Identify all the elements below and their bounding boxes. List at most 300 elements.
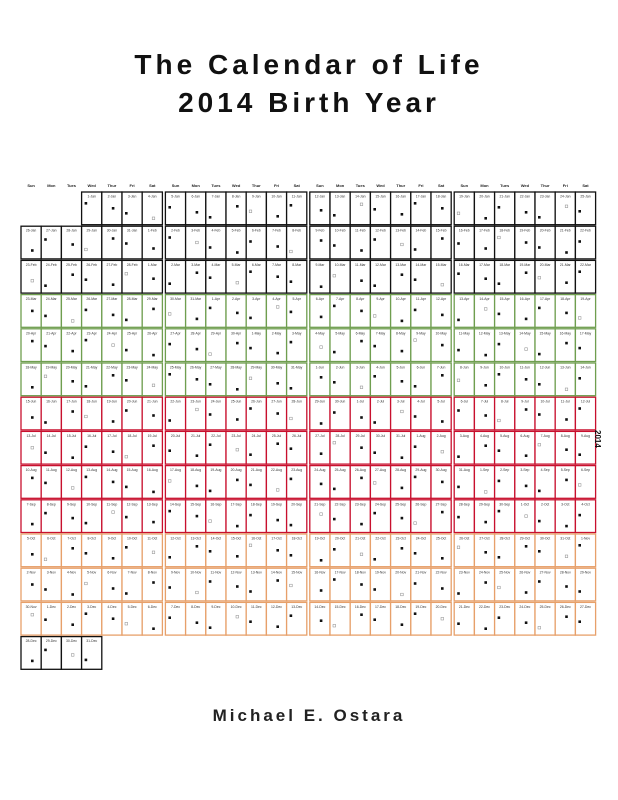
day-cell-date: 27-Feb	[106, 262, 118, 267]
day-cell	[142, 466, 162, 499]
day-marker	[565, 205, 568, 208]
day-cell-date: 1-Nov	[580, 536, 591, 541]
day-cell	[474, 500, 494, 533]
day-cell-date: 27-Jul	[315, 433, 325, 438]
day-marker	[85, 385, 88, 388]
day-cell-date: 4-Dec	[107, 604, 117, 609]
day-cell	[535, 466, 555, 499]
day-marker	[578, 453, 581, 456]
day-cell	[122, 568, 142, 601]
day-cell-date: 7-Jan	[211, 194, 221, 199]
day-marker	[441, 374, 444, 377]
day-cell	[61, 397, 81, 430]
day-cell	[206, 260, 226, 293]
day-cell-date: 13-Apr	[459, 297, 470, 302]
day-cell-date: 8-Jul	[501, 399, 509, 404]
day-cell	[266, 431, 286, 464]
day-cell-date: 20-Jan	[479, 194, 490, 199]
day-cell	[21, 397, 41, 430]
day-marker	[373, 208, 376, 211]
day-cell	[555, 431, 575, 464]
day-cell-date: 7-Sep	[26, 502, 36, 507]
day-cell	[102, 466, 122, 499]
day-cell-date: 30-Jul	[375, 433, 386, 438]
day-cell	[266, 363, 286, 396]
day-cell	[102, 192, 122, 225]
day-marker	[85, 339, 88, 342]
day-marker	[236, 342, 239, 345]
day-cell	[474, 260, 494, 293]
day-cell	[431, 568, 451, 601]
day-cell-date: 21-Apr	[46, 331, 57, 336]
day-cell-date: 7-Apr	[335, 297, 345, 302]
day-cell	[555, 363, 575, 396]
day-marker	[249, 377, 252, 380]
day-cell-date: 26-Feb	[86, 262, 98, 267]
day-marker	[360, 446, 363, 449]
day-marker	[44, 512, 47, 515]
day-cell-date: 19-Nov	[375, 570, 386, 575]
day-cell-date: 22-Dec	[479, 604, 490, 609]
day-marker	[484, 308, 487, 311]
day-cell	[21, 637, 41, 670]
day-marker	[525, 318, 528, 321]
day-marker	[290, 280, 293, 283]
day-marker	[168, 556, 171, 559]
day-marker	[538, 216, 541, 219]
day-cell-date: 1-Sep	[479, 468, 490, 473]
day-cell	[41, 226, 61, 259]
day-cell	[391, 260, 411, 293]
day-cell-date: 7-Dec	[170, 604, 181, 609]
day-marker	[209, 216, 212, 219]
day-marker	[333, 381, 336, 384]
day-cell	[370, 329, 390, 362]
day-cell	[226, 295, 246, 328]
day-cell-date: 16-Feb	[458, 228, 470, 233]
day-cell	[226, 226, 246, 259]
day-cell	[431, 397, 451, 430]
day-cell	[454, 192, 474, 225]
day-marker	[578, 317, 581, 320]
day-cell	[287, 431, 307, 464]
day-cell-date: 29-Aug	[415, 468, 427, 473]
day-cell-date: 29-Jun	[314, 399, 326, 404]
weekday-header: Sat	[293, 183, 300, 188]
day-cell	[310, 534, 330, 567]
day-cell	[122, 192, 142, 225]
day-cell-date: 23-Sep	[354, 502, 366, 507]
day-cell	[102, 431, 122, 464]
day-marker	[498, 313, 501, 316]
weekday-header: Mon	[335, 183, 345, 188]
day-cell	[122, 363, 142, 396]
day-cell	[142, 431, 162, 464]
day-marker	[125, 349, 128, 352]
day-cell	[575, 602, 595, 635]
day-cell	[310, 226, 330, 259]
day-cell-date: 8-Oct	[87, 536, 96, 541]
day-cell-date: 24-Aug	[314, 468, 326, 473]
day-cell-date: 27-Jan	[46, 228, 57, 233]
day-cell	[122, 431, 142, 464]
day-marker	[125, 486, 128, 489]
day-cell-date: 14-Mar	[415, 262, 427, 267]
day-cell-date: 28-May	[230, 365, 242, 370]
day-cell	[61, 466, 81, 499]
day-cell	[350, 602, 370, 635]
day-cell-date: 28-Jul	[335, 433, 345, 438]
day-cell-date: 29-Nov	[580, 570, 591, 575]
day-cell-date: 28-Oct	[499, 536, 510, 541]
day-cell	[411, 602, 431, 635]
day-cell	[330, 431, 350, 464]
day-marker	[125, 592, 128, 595]
day-cell	[515, 568, 535, 601]
day-marker	[373, 375, 376, 378]
day-cell-date: 3-Apr	[252, 297, 261, 302]
day-marker	[414, 445, 417, 448]
day-marker	[44, 284, 47, 287]
day-marker	[152, 384, 155, 387]
day-cell	[206, 568, 226, 601]
day-cell	[535, 568, 555, 601]
day-cell-date: 18-Feb	[499, 228, 511, 233]
weekday-header: Wed	[231, 183, 241, 188]
day-marker	[112, 450, 115, 453]
day-cell	[102, 500, 122, 533]
day-cell	[186, 568, 206, 601]
day-cell-date: 6-Jan	[191, 194, 200, 199]
day-cell	[246, 431, 266, 464]
day-cell	[165, 329, 185, 362]
day-cell	[246, 568, 266, 601]
day-cell	[330, 602, 350, 635]
day-marker	[152, 491, 155, 494]
day-marker	[441, 587, 444, 590]
day-marker	[360, 477, 363, 480]
weekday-header: Thur	[540, 183, 550, 188]
day-marker	[538, 383, 541, 386]
weekday-header: Fri	[418, 183, 424, 188]
day-cell	[82, 295, 102, 328]
day-cell-date: 1-Feb	[147, 228, 157, 233]
day-marker	[578, 620, 581, 623]
day-marker	[31, 340, 34, 343]
day-marker	[565, 525, 568, 528]
day-cell	[287, 329, 307, 362]
day-cell	[61, 568, 81, 601]
day-marker	[498, 373, 501, 376]
day-marker	[525, 485, 528, 488]
day-cell	[206, 466, 226, 499]
day-cell-date: 3-Dec	[87, 604, 97, 609]
day-cell	[226, 602, 246, 635]
day-marker	[333, 488, 336, 491]
day-cell-date: 27-May	[210, 365, 222, 370]
day-cell	[555, 466, 575, 499]
day-cell-date: 6-Jun	[416, 365, 426, 370]
day-marker	[249, 620, 252, 623]
day-cell	[454, 568, 474, 601]
day-marker	[498, 206, 501, 209]
day-cell-date: 4-Mar	[211, 262, 221, 267]
day-cell-date: 26-Apr	[147, 331, 158, 336]
day-cell	[82, 363, 102, 396]
day-cell-date: 5-Sep	[560, 468, 570, 473]
day-marker	[414, 202, 417, 205]
day-cell-date: 13-Feb	[395, 228, 407, 233]
day-cell	[41, 500, 61, 533]
day-cell	[555, 397, 575, 430]
day-cell-date: 5-Jan	[171, 194, 180, 199]
day-cell-date: 23-Jul	[231, 433, 241, 438]
day-marker	[401, 593, 404, 596]
day-cell-date: 14-Feb	[415, 228, 427, 233]
day-marker	[71, 487, 74, 490]
day-cell-date: 15-Jun	[25, 399, 37, 404]
day-marker	[484, 354, 487, 357]
day-marker	[484, 627, 487, 630]
day-cell-date: 2-Sep	[500, 468, 510, 473]
day-marker	[168, 586, 171, 589]
day-cell-date: 3-Jun	[356, 365, 365, 370]
day-marker	[320, 619, 323, 622]
day-marker	[538, 443, 541, 446]
day-marker	[152, 308, 155, 311]
day-cell	[555, 295, 575, 328]
day-marker	[414, 339, 417, 342]
day-cell-date: 12-Dec	[271, 604, 282, 609]
day-cell-date: 18-May	[25, 365, 37, 370]
day-marker	[320, 285, 323, 288]
day-marker	[249, 407, 252, 410]
day-marker	[578, 544, 581, 547]
day-cell	[330, 295, 350, 328]
day-cell	[226, 534, 246, 567]
day-cell	[287, 602, 307, 635]
day-cell-date: 27-Mar	[106, 297, 118, 302]
day-cell	[41, 397, 61, 430]
day-cell-date: 15-Apr	[499, 297, 510, 302]
day-cell-date: 23-Nov	[458, 570, 470, 575]
day-cell-date: 19-Dec	[415, 604, 427, 609]
day-marker	[484, 491, 487, 494]
day-cell	[370, 260, 390, 293]
day-marker	[578, 270, 581, 273]
day-cell	[411, 295, 431, 328]
day-cell-date: 12-Jan	[314, 194, 326, 199]
day-cell-date: 25-Dec	[539, 604, 551, 609]
day-marker	[565, 585, 568, 588]
day-marker	[44, 238, 47, 241]
day-cell-date: 25-Jun	[230, 399, 242, 404]
day-cell-date: 4-Jul	[417, 399, 425, 404]
day-cell	[330, 466, 350, 499]
day-cell-date: 11-Nov	[210, 570, 222, 575]
day-cell	[142, 295, 162, 328]
day-marker	[31, 416, 34, 419]
day-cell	[474, 466, 494, 499]
day-marker	[31, 477, 34, 480]
day-marker	[484, 581, 487, 584]
day-marker	[196, 591, 199, 594]
day-cell-date: 3-Jul	[397, 399, 405, 404]
day-marker	[31, 279, 34, 282]
day-cell	[21, 329, 41, 362]
day-cell	[206, 602, 226, 635]
day-cell-date: 27-Dec	[580, 604, 591, 609]
day-marker	[498, 616, 501, 619]
day-marker	[498, 343, 501, 346]
day-cell	[370, 568, 390, 601]
day-cell	[246, 192, 266, 225]
day-marker	[525, 348, 528, 351]
day-cell-date: 10-Feb	[334, 228, 346, 233]
day-cell	[454, 363, 474, 396]
day-marker	[249, 484, 252, 487]
day-marker	[401, 487, 404, 490]
day-marker	[44, 482, 47, 485]
day-cell-date: 15-Jan	[375, 194, 386, 199]
day-marker	[565, 312, 568, 315]
day-marker	[196, 621, 199, 624]
day-cell	[310, 363, 330, 396]
day-marker	[457, 516, 460, 519]
day-cell-date: 5-Feb	[231, 228, 241, 233]
day-marker	[578, 590, 581, 593]
day-cell	[102, 226, 122, 259]
day-cell-date: 4-Apr	[272, 297, 281, 302]
day-cell	[515, 602, 535, 635]
day-cell	[226, 329, 246, 362]
day-marker	[333, 244, 336, 247]
day-marker	[484, 444, 487, 447]
day-cell	[206, 329, 226, 362]
day-cell	[330, 363, 350, 396]
day-marker	[525, 378, 528, 381]
day-cell	[122, 466, 142, 499]
day-cell	[330, 568, 350, 601]
day-cell-date: 18-Mar	[499, 262, 511, 267]
day-cell	[142, 329, 162, 362]
day-marker	[333, 441, 336, 444]
day-marker	[290, 447, 293, 450]
day-cell	[575, 260, 595, 293]
day-cell-date: 15-May	[539, 331, 551, 336]
day-cell-date: 3-Mar	[191, 262, 201, 267]
day-cell-date: 9-Oct	[107, 536, 117, 541]
day-cell-date: 25-Feb	[66, 262, 77, 267]
day-cell	[515, 534, 535, 567]
weekday-header: Sun	[460, 183, 469, 188]
day-marker	[71, 623, 74, 626]
day-cell-date: 9-Nov	[170, 570, 181, 575]
day-cell	[555, 534, 575, 567]
day-cell	[122, 260, 142, 293]
day-marker	[414, 278, 417, 281]
day-cell	[454, 431, 474, 464]
day-cell-date: 13-Jul	[26, 433, 36, 438]
day-cell-date: 17-Mar	[479, 262, 490, 267]
day-cell-date: 31-Jul	[396, 433, 406, 438]
day-cell-date: 13-May	[499, 331, 511, 336]
day-cell	[495, 295, 515, 328]
day-marker	[71, 243, 74, 246]
day-cell-date: 14-Jan	[355, 194, 366, 199]
day-cell-date: 20-Aug	[230, 468, 242, 473]
day-cell	[575, 500, 595, 533]
day-cell	[515, 397, 535, 430]
day-cell	[266, 466, 286, 499]
day-cell-date: 1-Jul	[356, 399, 364, 404]
day-cell	[21, 466, 41, 499]
day-marker	[498, 419, 501, 422]
day-marker	[236, 418, 239, 421]
day-marker	[360, 310, 363, 313]
day-marker	[290, 250, 293, 253]
day-cell-date: 28-Sep	[458, 502, 470, 507]
day-cell	[61, 363, 81, 396]
day-cell	[186, 226, 206, 259]
day-cell-date: 21-Jan	[499, 194, 510, 199]
day-cell	[575, 226, 595, 259]
day-cell-date: 2-Aug	[436, 433, 446, 438]
day-cell	[555, 192, 575, 225]
day-cell-date: 8-Mar	[292, 262, 302, 267]
day-marker	[71, 593, 74, 596]
day-cell	[474, 568, 494, 601]
day-cell	[495, 466, 515, 499]
day-cell	[350, 329, 370, 362]
day-marker	[276, 549, 279, 552]
day-marker	[578, 240, 581, 243]
day-cell	[330, 226, 350, 259]
day-cell	[350, 363, 370, 396]
day-cell-date: 28-Apr	[190, 331, 201, 336]
day-marker	[565, 388, 568, 391]
day-cell-date: 4-Oct	[581, 502, 590, 507]
day-cell-date: 3-May	[291, 331, 302, 336]
weekday-header: Fri	[129, 183, 135, 188]
day-cell-date: 14-Oct	[210, 536, 221, 541]
day-cell	[142, 534, 162, 567]
day-cell-date: 19-Apr	[580, 297, 591, 302]
day-cell	[226, 500, 246, 533]
day-marker	[31, 523, 34, 526]
day-cell	[246, 363, 266, 396]
day-cell-date: 22-Jun	[170, 399, 181, 404]
day-cell-date: 16-Jul	[87, 433, 97, 438]
day-marker	[44, 451, 47, 454]
day-marker	[249, 544, 252, 547]
day-cell	[122, 226, 142, 259]
day-cell	[391, 226, 411, 259]
day-cell	[350, 431, 370, 464]
day-cell	[330, 329, 350, 362]
day-cell-date: 13-Mar	[395, 262, 407, 267]
day-cell	[246, 397, 266, 430]
day-cell-date: 7-Jul	[480, 399, 489, 404]
day-cell-date: 6-May	[355, 331, 366, 336]
day-marker	[112, 511, 115, 514]
day-marker	[414, 582, 417, 585]
day-marker	[31, 583, 34, 586]
day-cell-date: 21-May	[86, 365, 98, 370]
day-cell-date: 10-Jan	[271, 194, 282, 199]
day-cell	[575, 363, 595, 396]
day-cell-date: 18-Jun	[86, 399, 97, 404]
